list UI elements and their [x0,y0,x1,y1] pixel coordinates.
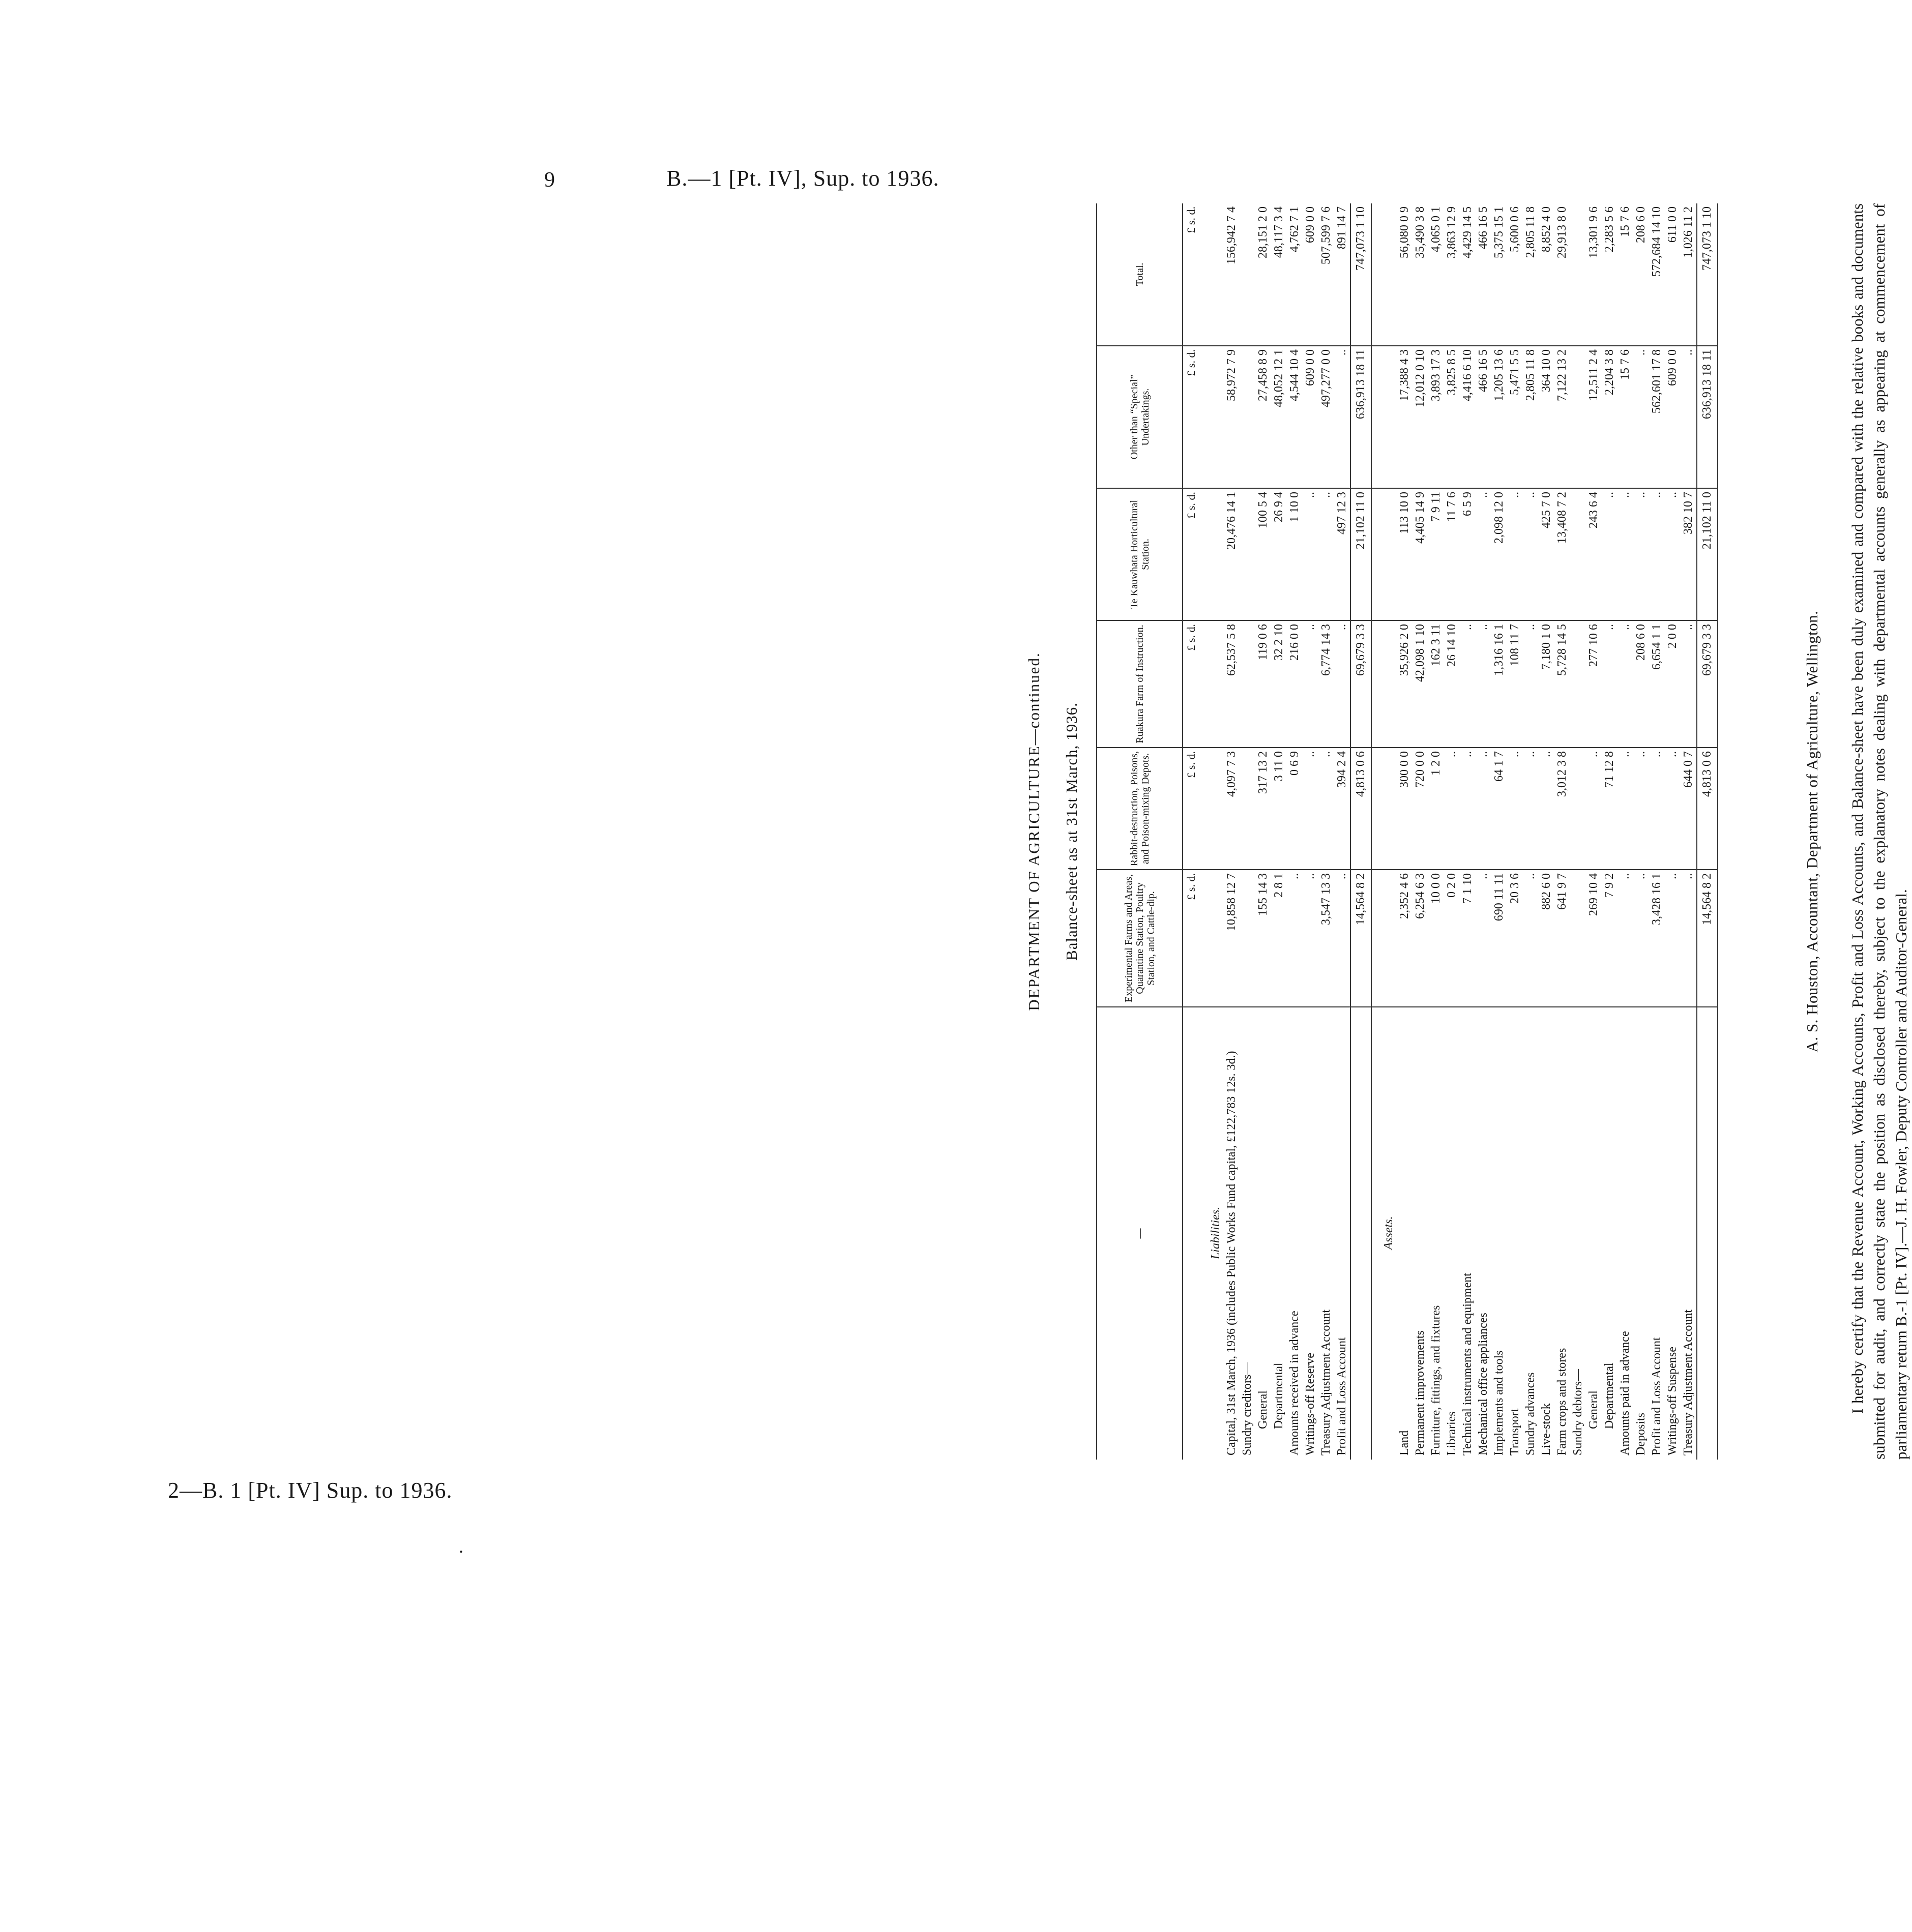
amount-cell: 4,813 0 6 [1697,748,1718,870]
amount-cell [1570,488,1586,620]
amount-cell: 466 16 5 [1476,346,1491,488]
amount-cell: 48,052 12 1 [1271,346,1287,488]
amount-cell: 12,012 0 10 [1413,346,1428,488]
amount-cell: 507,599 7 6 [1318,203,1334,346]
amount-cell: 35,926 2 0 [1397,620,1413,748]
row-label: Transport [1508,1408,1521,1455]
amount-cell: .. [1334,346,1350,488]
amount-cell: 3,893 17 3 [1428,346,1444,488]
amount-cell: 1,205 13 6 [1491,346,1507,488]
amount-cell: £ s. d. [1183,488,1199,620]
amount-cell: .. [1649,748,1665,870]
row-label: Amounts paid in advance [1619,1331,1632,1455]
amount-cell: 35,490 3 8 [1413,203,1428,346]
amount-cell: .. [1523,870,1539,1007]
row-label: Sundry debtors— [1571,1369,1584,1455]
column-header: Ruakura Farm of Instruction. [1097,620,1183,748]
amount-cell: 0 2 0 [1444,870,1460,1007]
row-label [1350,1007,1371,1460]
amount-cell: .. [1460,620,1476,748]
amount-cell: 2,283 5 6 [1602,203,1617,346]
table-row [1444,203,1460,1460]
amount-cell: 4,416 6 10 [1460,346,1476,488]
amount-cell: 641 9 7 [1554,870,1570,1007]
amount-cell: 20 3 6 [1507,870,1523,1007]
amount-cell: 11 7 6 [1444,488,1460,620]
row-label: Technical instruments and equipment [1461,1273,1474,1455]
column-header: Te Kauwhata Horticultural Station. [1097,488,1183,620]
section-heading [1199,203,1224,1460]
row-label: Departmental [1603,1362,1616,1429]
column-header: Total. [1097,203,1183,346]
amount-cell: 27,458 8 9 [1255,346,1271,488]
amount-cell [1240,203,1255,346]
row-label: Writings-off Suspense [1666,1347,1679,1455]
section-heading [1371,203,1397,1460]
row-label: Liabilities. [1209,1206,1222,1260]
table-row [1554,203,1570,1460]
amount-cell: 64 1 7 [1491,748,1507,870]
amount-cell [1570,203,1586,346]
amount-cell [1199,620,1224,748]
amount-cell: .. [1602,620,1617,748]
amount-cell: 32 2 10 [1271,620,1287,748]
amount-cell: 7,122 13 2 [1554,346,1570,488]
amount-cell: 29,913 8 0 [1554,203,1570,346]
amount-cell: 7,180 1 0 [1539,620,1554,748]
amount-cell: 12,511 2 4 [1586,346,1602,488]
amount-cell: 6,774 14 3 [1318,620,1334,748]
amount-cell: 4,762 7 1 [1287,203,1303,346]
amount-cell: .. [1444,748,1460,870]
accountant-signature: A. S. Houston, Accountant, Department of Agriculture, Wellington. [1803,610,1821,1053]
amount-cell: 28,151 2 0 [1255,203,1271,346]
amount-cell: 71 12 8 [1602,748,1617,870]
amount-cell: .. [1476,748,1491,870]
header-reference: B.—1 [Pt. IV], Sup. to 1936. [666,166,939,191]
audit-certificate: I hereby certify that the Revenue Account, Working Accounts, Profit and Loss Accounts, and Balance-sheet have been duly examined and compared with the relative books and documents submitted for audit, and correctly state the position as disclosed thereby, subject to the explanatory notes dealing with departmental accounts generally as appearing at commencement of parliamentary return B.-1 [Pt. IV].—J. H. Fowler, Deputy Controller and Auditor-General. [1848,203,1910,1460]
footer-reference: 2—B. 1 [Pt. IV] Sup. to 1936. [168,1478,453,1503]
amount-cell: .. [1523,748,1539,870]
amount-cell: 21,102 11 0 [1350,488,1371,620]
table-row [1539,203,1554,1460]
amount-cell: 15 7 6 [1617,346,1633,488]
table-row [1428,203,1444,1460]
amount-cell: 609 0 0 [1665,346,1681,488]
amount-cell: 13,301 9 6 [1586,203,1602,346]
row-label: Farm crops and stores [1555,1348,1569,1455]
amount-cell: 15 7 6 [1617,203,1633,346]
amount-cell: .. [1633,748,1649,870]
amount-cell: £ s. d. [1183,870,1199,1007]
amount-cell: 2 0 0 [1665,620,1681,748]
amount-cell: .. [1318,488,1334,620]
table-row [1665,203,1681,1460]
amount-cell: 6 5 9 [1460,488,1476,620]
department-title: DEPARTMENT OF AGRICULTURE—continued. [1025,652,1043,1011]
table-row [1491,203,1507,1460]
amount-cell: 62,537 5 8 [1224,620,1240,748]
table-row [1476,203,1491,1460]
amount-cell: .. [1476,870,1491,1007]
amount-cell: 269 10 4 [1586,870,1602,1007]
amount-cell: .. [1681,346,1697,488]
footer-dot: . [459,1536,463,1557]
row-label: Sundry advances [1524,1372,1537,1455]
amount-cell: 425 7 0 [1539,488,1554,620]
amount-cell: 4,405 14 9 [1413,488,1428,620]
amount-cell: £ s. d. [1183,620,1199,748]
amount-cell: .. [1586,748,1602,870]
amount-cell: 4,065 0 1 [1428,203,1444,346]
amount-cell: .. [1681,620,1697,748]
amount-cell: .. [1303,620,1318,748]
amount-cell: 48,117 3 4 [1271,203,1287,346]
amount-cell: .. [1617,748,1633,870]
row-label: Capital, 31st March, 1936 (includes Public Works Fund capital, £122,783 12s. 3d.) [1225,1051,1238,1455]
amount-cell [1240,748,1255,870]
amount-cell: 14,564 8 2 [1697,870,1718,1007]
amount-cell: 3,012 3 8 [1554,748,1570,870]
amount-cell: .. [1681,870,1697,1007]
amount-cell: 113 10 0 [1397,488,1413,620]
amount-cell: .. [1617,870,1633,1007]
amount-cell [1371,488,1397,620]
amount-cell: 644 0 7 [1681,748,1697,870]
amount-cell: 208 6 0 [1633,620,1649,748]
table-row [1507,203,1523,1460]
amount-cell: .. [1303,870,1318,1007]
amount-cell: 364 10 0 [1539,346,1554,488]
row-label: Libraries [1445,1411,1458,1455]
amount-cell: 17,388 4 3 [1397,346,1413,488]
amount-cell: .. [1334,620,1350,748]
amount-cell [1371,870,1397,1007]
table-row [1271,203,1287,1460]
row-label: Profit and Loss Account [1650,1337,1663,1455]
table-row [1224,203,1240,1460]
amount-cell: 10,858 12 7 [1224,870,1240,1007]
amount-cell: 891 14 7 [1334,203,1350,346]
amount-cell: .. [1476,620,1491,748]
table-header-row [1097,203,1183,1460]
amount-cell [1570,870,1586,1007]
amount-cell: .. [1633,488,1649,620]
row-label: Permanent improvements [1414,1330,1427,1455]
amount-cell: 747,073 1 10 [1697,203,1718,346]
table-row [1570,203,1586,1460]
amount-cell: .. [1633,870,1649,1007]
amount-cell [1199,346,1224,488]
amount-cell [1199,870,1224,1007]
amount-cell [1240,488,1255,620]
amount-cell: 562,601 17 8 [1649,346,1665,488]
amount-cell: 747,073 1 10 [1350,203,1371,346]
row-label [1183,1007,1199,1460]
amount-cell: 1,316 16 1 [1491,620,1507,748]
amount-cell: 277 10 6 [1586,620,1602,748]
amount-cell: .. [1617,488,1633,620]
amount-cell: 162 3 11 [1428,620,1444,748]
amount-cell [1570,346,1586,488]
amount-cell: 8,852 4 0 [1539,203,1554,346]
table-row [1602,203,1617,1460]
amount-cell: .. [1665,748,1681,870]
amount-cell [1240,870,1255,1007]
table-row [1334,203,1350,1460]
amount-cell [1570,748,1586,870]
amount-cell: .. [1460,748,1476,870]
amount-cell: 609 0 0 [1303,203,1318,346]
amount-cell: 100 5 4 [1255,488,1271,620]
amount-cell: 6,254 6 3 [1413,870,1428,1007]
table-row [1649,203,1665,1460]
amount-cell: 611 0 0 [1665,203,1681,346]
amount-cell: 4,544 10 4 [1287,346,1303,488]
amount-cell [1371,748,1397,870]
amount-cell: .. [1649,488,1665,620]
table-row [1460,203,1476,1460]
amount-cell: .. [1617,620,1633,748]
amount-cell: .. [1523,620,1539,748]
amount-cell: 636,913 18 11 [1697,346,1718,488]
row-label: Treasury Adjustment Account [1319,1309,1333,1455]
amount-cell: 26 9 4 [1271,488,1287,620]
table-row [1303,203,1318,1460]
row-label: Treasury Adjustment Account [1682,1309,1695,1455]
table-row [1287,203,1303,1460]
amount-cell: 882 6 0 [1539,870,1554,1007]
column-header: Rabbit-destruction, Poisons, and Poison-mixing Depots. [1097,748,1183,870]
row-label: Deposits [1634,1413,1648,1455]
amount-cell: 108 11 7 [1507,620,1523,748]
table-row [1240,203,1255,1460]
amount-cell: 7 9 2 [1602,870,1617,1007]
balance-sheet-subtitle: Balance-sheet as at 31st March, 1936. [1063,702,1080,961]
amount-cell [1199,748,1224,870]
amount-cell: 7 9 11 [1428,488,1444,620]
row-label: Implements and tools [1492,1350,1506,1455]
amount-cell: 208 6 0 [1633,203,1649,346]
amount-cell: 2,352 4 6 [1397,870,1413,1007]
amount-cell: 572,684 14 10 [1649,203,1665,346]
amount-cell [1371,203,1397,346]
amount-cell: 3,825 8 5 [1444,346,1460,488]
amount-cell: 3,863 12 9 [1444,203,1460,346]
column-header: Experimental Farms and Areas, Quarantine Station, Poultry Station, and Cattle-dip. [1097,870,1183,1007]
amount-cell: 5,600 0 6 [1507,203,1523,346]
amount-cell [1371,346,1397,488]
currency-row [1183,203,1199,1460]
amount-cell: 2,805 11 8 [1523,203,1539,346]
amount-cell: 13,408 7 2 [1554,488,1570,620]
assets-total-row [1697,203,1718,1460]
table-row [1255,203,1271,1460]
row-label: Departmental [1272,1362,1285,1429]
amount-cell: .. [1334,870,1350,1007]
row-label: Furniture, fittings, and fixtures [1429,1305,1443,1455]
row-label: Profit and Loss Account [1335,1337,1348,1455]
row-label: Live-stock [1540,1403,1553,1455]
amount-cell: 1 2 0 [1428,748,1444,870]
amount-cell: 497 12 3 [1334,488,1350,620]
amount-cell: 243 6 4 [1586,488,1602,620]
amount-cell: £ s. d. [1183,203,1199,346]
table-row [1586,203,1602,1460]
row-label [1697,1007,1718,1460]
amount-cell: 21,102 11 0 [1697,488,1718,620]
amount-cell: 720 0 0 [1413,748,1428,870]
amount-cell: 155 14 3 [1255,870,1271,1007]
amount-cell: 300 0 0 [1397,748,1413,870]
amount-cell: 4,813 0 6 [1350,748,1371,870]
amount-cell: 3,428 16 1 [1649,870,1665,1007]
column-header: Other than “Special” Undertakings. [1097,346,1183,488]
row-label: General [1587,1390,1600,1429]
amount-cell: .. [1318,748,1334,870]
table-body [1183,203,1718,1460]
amount-cell: .. [1303,748,1318,870]
amount-cell: 609 0 0 [1303,346,1318,488]
liabilities-total-row [1350,203,1371,1460]
amount-cell: 5,728 14 5 [1554,620,1570,748]
amount-cell: 2 8 1 [1271,870,1287,1007]
amount-cell: 69,679 3 3 [1350,620,1371,748]
row-label: Land [1398,1430,1411,1455]
amount-cell: 14,564 8 2 [1350,870,1371,1007]
amount-cell: 216 0 0 [1287,620,1303,748]
amount-cell: .. [1633,346,1649,488]
amount-cell: 382 10 7 [1681,488,1697,620]
table-row [1617,203,1633,1460]
amount-cell: .. [1507,748,1523,870]
amount-cell: 42,098 1 10 [1413,620,1428,748]
amount-cell [1570,620,1586,748]
amount-cell: 2,098 12 0 [1491,488,1507,620]
amount-cell: .. [1523,488,1539,620]
amount-cell: 1 10 0 [1287,488,1303,620]
amount-cell: .. [1507,488,1523,620]
amount-cell [1240,620,1255,748]
amount-cell: 0 6 9 [1287,748,1303,870]
amount-cell: 497,277 0 0 [1318,346,1334,488]
table-row [1318,203,1334,1460]
amount-cell: .. [1287,870,1303,1007]
amount-cell: 6,654 1 1 [1649,620,1665,748]
row-label: General [1256,1390,1270,1429]
amount-cell: 58,972 7 9 [1224,346,1240,488]
amount-cell: 20,476 14 1 [1224,488,1240,620]
row-label: Assets. [1382,1216,1395,1250]
amount-cell: .. [1665,870,1681,1007]
amount-cell [1199,203,1224,346]
amount-cell: 317 13 2 [1255,748,1271,870]
amount-cell: 69,679 3 3 [1697,620,1718,748]
page-number: 9 [544,168,555,192]
amount-cell: 3,547 13 3 [1318,870,1334,1007]
amount-cell: 690 11 11 [1491,870,1507,1007]
row-label: Writings-off Reserve [1304,1353,1317,1455]
row-label: Mechanical office appliances [1477,1313,1490,1455]
amount-cell: 10 0 0 [1428,870,1444,1007]
amount-cell: .. [1476,488,1491,620]
table-row [1523,203,1539,1460]
amount-cell: 466 16 5 [1476,203,1491,346]
amount-cell: 2,204 3 8 [1602,346,1617,488]
amount-cell: £ s. d. [1183,748,1199,870]
amount-cell: 4,097 7 3 [1224,748,1240,870]
amount-cell: .. [1539,748,1554,870]
amount-cell: 119 0 6 [1255,620,1271,748]
table-row [1397,203,1413,1460]
amount-cell: 5,375 15 1 [1491,203,1507,346]
balance-sheet-table [1096,203,1718,1460]
amount-cell: .. [1602,488,1617,620]
amount-cell: £ s. d. [1183,346,1199,488]
table-row [1413,203,1428,1460]
amount-cell: 394 2 4 [1334,748,1350,870]
row-label: Amounts received in advance [1288,1311,1301,1455]
amount-cell: 5,471 5 5 [1507,346,1523,488]
amount-cell: 4,429 14 5 [1460,203,1476,346]
amount-cell: 3 11 0 [1271,748,1287,870]
amount-cell: .. [1303,488,1318,620]
amount-cell: .. [1665,488,1681,620]
amount-cell: 1,026 11 2 [1681,203,1697,346]
amount-cell: 2,805 11 8 [1523,346,1539,488]
amount-cell: 636,913 18 11 [1350,346,1371,488]
table-row [1633,203,1649,1460]
amount-cell: 7 1 10 [1460,870,1476,1007]
table-row [1681,203,1697,1460]
amount-cell: 26 14 10 [1444,620,1460,748]
amount-cell [1199,488,1224,620]
row-label: Sundry creditors— [1241,1362,1254,1455]
rotated-balance-sheet [1025,203,1910,1460]
amount-cell: 56,080 0 9 [1397,203,1413,346]
description-column-header: — [1097,1007,1183,1460]
amount-cell [1240,346,1255,488]
amount-cell [1371,620,1397,748]
amount-cell: 156,942 7 4 [1224,203,1240,346]
